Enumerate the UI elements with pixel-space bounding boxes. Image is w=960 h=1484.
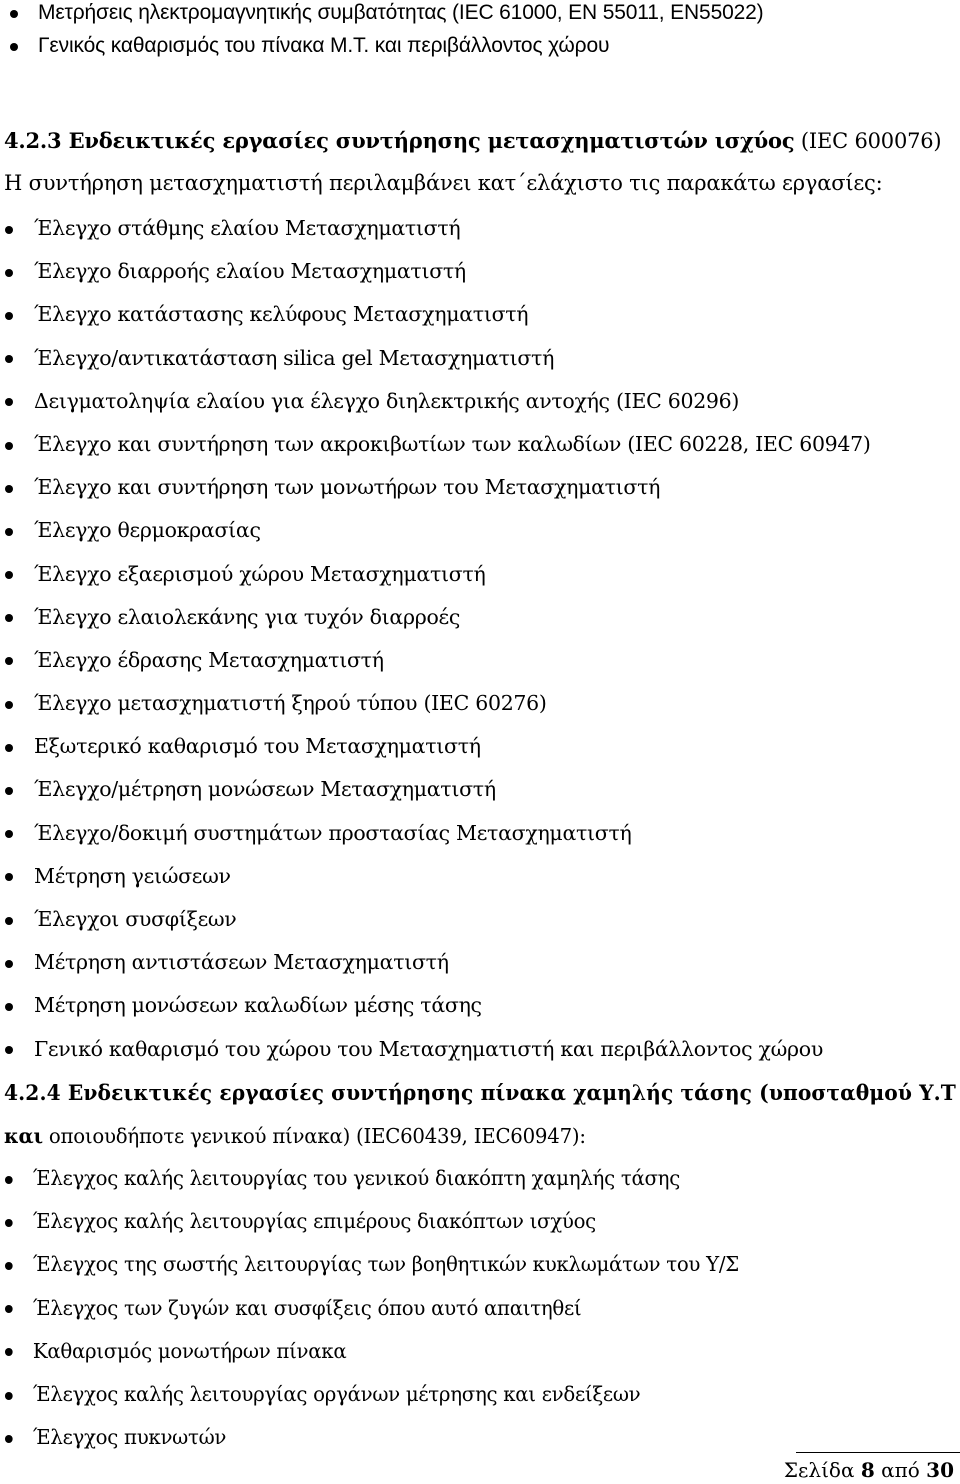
section-heading-standard: (IEC 600076) <box>794 129 942 153</box>
bullet-icon <box>10 10 18 18</box>
bullet-icon <box>5 1003 13 1011</box>
section-heading <box>4 126 941 156</box>
bullet-icon <box>5 1176 13 1184</box>
list-item <box>4 207 941 250</box>
list-item <box>4 423 941 466</box>
bullet-icon <box>5 873 13 881</box>
bullet-icon <box>5 269 13 277</box>
list-item <box>4 1243 956 1286</box>
list-item <box>4 596 941 639</box>
list-item-text: Έλεγχο ελαιολεκάνης για τυχόν διαρροές <box>34 604 461 629</box>
bullet-icon <box>5 657 13 665</box>
bullet-icon <box>5 917 13 925</box>
bullet-icon <box>5 226 13 234</box>
bullet-icon <box>5 398 13 406</box>
list-item <box>4 1330 956 1373</box>
list-item <box>4 1157 956 1200</box>
list-item <box>4 855 941 898</box>
list-item-text: Έλεγχος των ζυγών και συσφίξεις όπου αυτό απαιτηθεί <box>32 1295 582 1320</box>
top-bullet-list <box>0 0 764 62</box>
maintenance-task-list <box>4 207 941 1071</box>
list-item <box>4 250 941 293</box>
bullet-icon <box>5 312 13 320</box>
list-item-text: Έλεγχο έδρασης Μετασχηματιστή <box>34 647 384 672</box>
section-intro: Η συντήρηση μετασχηματιστή περιλαμβάνει κατ΄ελάχιστο τις παρακάτω εργασίες: <box>4 171 883 195</box>
list-item-text: Εξωτερικό καθαρισμό του Μετασχηματιστή <box>34 734 481 759</box>
list-item <box>4 941 941 984</box>
bullet-icon <box>5 1305 13 1313</box>
bullet-icon <box>5 614 13 622</box>
bullet-icon <box>5 960 13 968</box>
list-item <box>4 639 941 682</box>
total-page-count: 30 <box>926 1458 954 1482</box>
list-item-text: Έλεγχο/αντικατάσταση silica gel Μετασχηματιστή <box>34 345 555 370</box>
list-item-text: Μετρήσεις ηλεκτρομαγνητικής συμβατότητας (IEC 61000, EN 55011, EN55022) <box>38 1 764 24</box>
list-item <box>4 898 941 941</box>
list-item <box>4 380 941 423</box>
list-item-text: Έλεγχο/δοκιμή συστημάτων προστασίας Μετασχηματιστή <box>34 820 632 845</box>
list-item-text: Έλεγχο και συντήρηση των ακροκιβωτίων των καλωδίων (IEC 60228, IEC 60947) <box>34 431 871 456</box>
bullet-icon <box>5 528 13 536</box>
list-item-text: Μέτρηση μονώσεων καλωδίων μέσης τάσης <box>34 993 482 1018</box>
bullet-icon <box>5 1219 13 1227</box>
footer-divider <box>796 1452 960 1453</box>
list-item <box>4 1200 956 1243</box>
bullet-icon <box>5 442 13 450</box>
section-heading: 4.2.4 Ενδεικτικές εργασίες συντήρησης πίνακα χαμηλής τάσης (υποσταθμού Υ.Τ <box>4 1080 956 1105</box>
list-item-text: Έλεγχο κατάστασης κελύφους Μετασχηματιστή <box>34 302 529 327</box>
section-4-2-3 <box>4 126 941 1071</box>
footer-prefix: Σελίδα <box>783 1458 861 1482</box>
bullet-icon <box>5 744 13 752</box>
bullet-icon <box>5 830 13 838</box>
bullet-icon <box>5 787 13 795</box>
current-page-number: 8 <box>860 1458 875 1482</box>
list-item-text: Έλεγχος καλής λειτουργίας επιμέρους διακόπτων ισχύος <box>32 1209 596 1234</box>
list-item-text: Έλεγχο εξαερισμού χώρου Μετασχηματιστή <box>34 561 486 586</box>
list-item <box>4 768 941 811</box>
bullet-icon <box>5 1392 13 1400</box>
list-item-text: Έλεγχο/μέτρηση μονώσεων Μετασχηματιστή <box>34 777 496 802</box>
list-item <box>4 1373 956 1416</box>
bullet-icon <box>5 701 13 709</box>
list-item <box>4 293 941 336</box>
section-heading-bold: και <box>4 1124 43 1148</box>
list-item-text: Γενικό καθαρισμό του χώρου του Μετασχηματιστή και περιβάλλοντος χώρου <box>34 1036 823 1061</box>
list-item-text: Έλεγχο διαρροής ελαίου Μετασχηματιστή <box>34 259 466 284</box>
bullet-icon <box>5 1435 13 1443</box>
list-item-text: Έλεγχο στάθμης ελαίου Μετασχηματιστή <box>34 216 461 240</box>
list-item <box>4 725 941 768</box>
list-item-text: Μέτρηση γειώσεων <box>34 863 231 888</box>
bullet-icon <box>5 1262 13 1270</box>
list-item <box>0 0 764 29</box>
bullet-icon <box>5 1046 13 1054</box>
list-item-text: Έλεγχος καλής λειτουργίας οργάνων μέτρησης και ενδείξεων <box>32 1381 641 1406</box>
list-item <box>4 553 941 596</box>
low-voltage-task-list <box>4 1157 960 1459</box>
section-heading-bold: 4.2.3 Ενδεικτικές εργασίες συντήρησης μετασχηματιστών ισχύος <box>4 128 795 153</box>
section-heading-continued <box>4 1121 956 1151</box>
list-item-text: Έλεγχο μετασχηματιστή ξηρού τύπου (IEC 60276) <box>34 691 547 716</box>
list-item <box>4 337 941 380</box>
list-item-text: Έλεγχος καλής λειτουργίας του γενικού διακόπτη χαμηλής τάσης <box>32 1166 680 1190</box>
list-item <box>0 29 764 62</box>
list-item <box>4 682 941 725</box>
bullet-icon <box>5 485 13 493</box>
list-item-text: Δειγματοληψία ελαίου για έλεγχο διηλεκτρικής αντοχής (IEC 60296) <box>34 388 740 413</box>
list-item-text: Έλεγχο και συντήρηση των μονωτήρων του Μετασχηματιστή <box>34 475 661 500</box>
list-item-text: Έλεγχος πυκνωτών <box>32 1425 227 1450</box>
list-item-text: Έλεγχοι συσφίξεων <box>34 907 237 931</box>
list-item-text: Μέτρηση αντιστάσεων Μετασχηματιστή <box>34 950 449 975</box>
section-4-2-4 <box>4 1078 960 1459</box>
list-item-text: Γενικός καθαρισμός του πίνακα Μ.Τ. και περιβάλλοντος χώρου <box>38 34 610 57</box>
section-heading-standard: οποιουδήποτε γενικού πίνακα) (IEC60439, IEC60947): <box>42 1124 586 1148</box>
list-item-text: Καθαρισμός μονωτήρων πίνακα <box>32 1338 347 1363</box>
list-item <box>4 466 941 509</box>
bullet-icon <box>5 355 13 363</box>
list-item <box>4 812 941 855</box>
list-item <box>4 1028 941 1071</box>
list-item <box>4 984 941 1027</box>
bullet-icon <box>5 571 13 579</box>
footer-middle: από <box>874 1458 927 1482</box>
bullet-icon <box>5 1348 13 1356</box>
list-item-text: Έλεγχος της σωστής λειτουργίας των βοηθητικών κυκλωμάτων του Υ/Σ <box>32 1252 739 1277</box>
list-item-text: Έλεγχο θερμοκρασίας <box>34 518 261 543</box>
bullet-icon <box>10 43 18 51</box>
list-item <box>4 1287 956 1330</box>
page-footer <box>784 1456 954 1484</box>
list-item <box>4 509 941 552</box>
